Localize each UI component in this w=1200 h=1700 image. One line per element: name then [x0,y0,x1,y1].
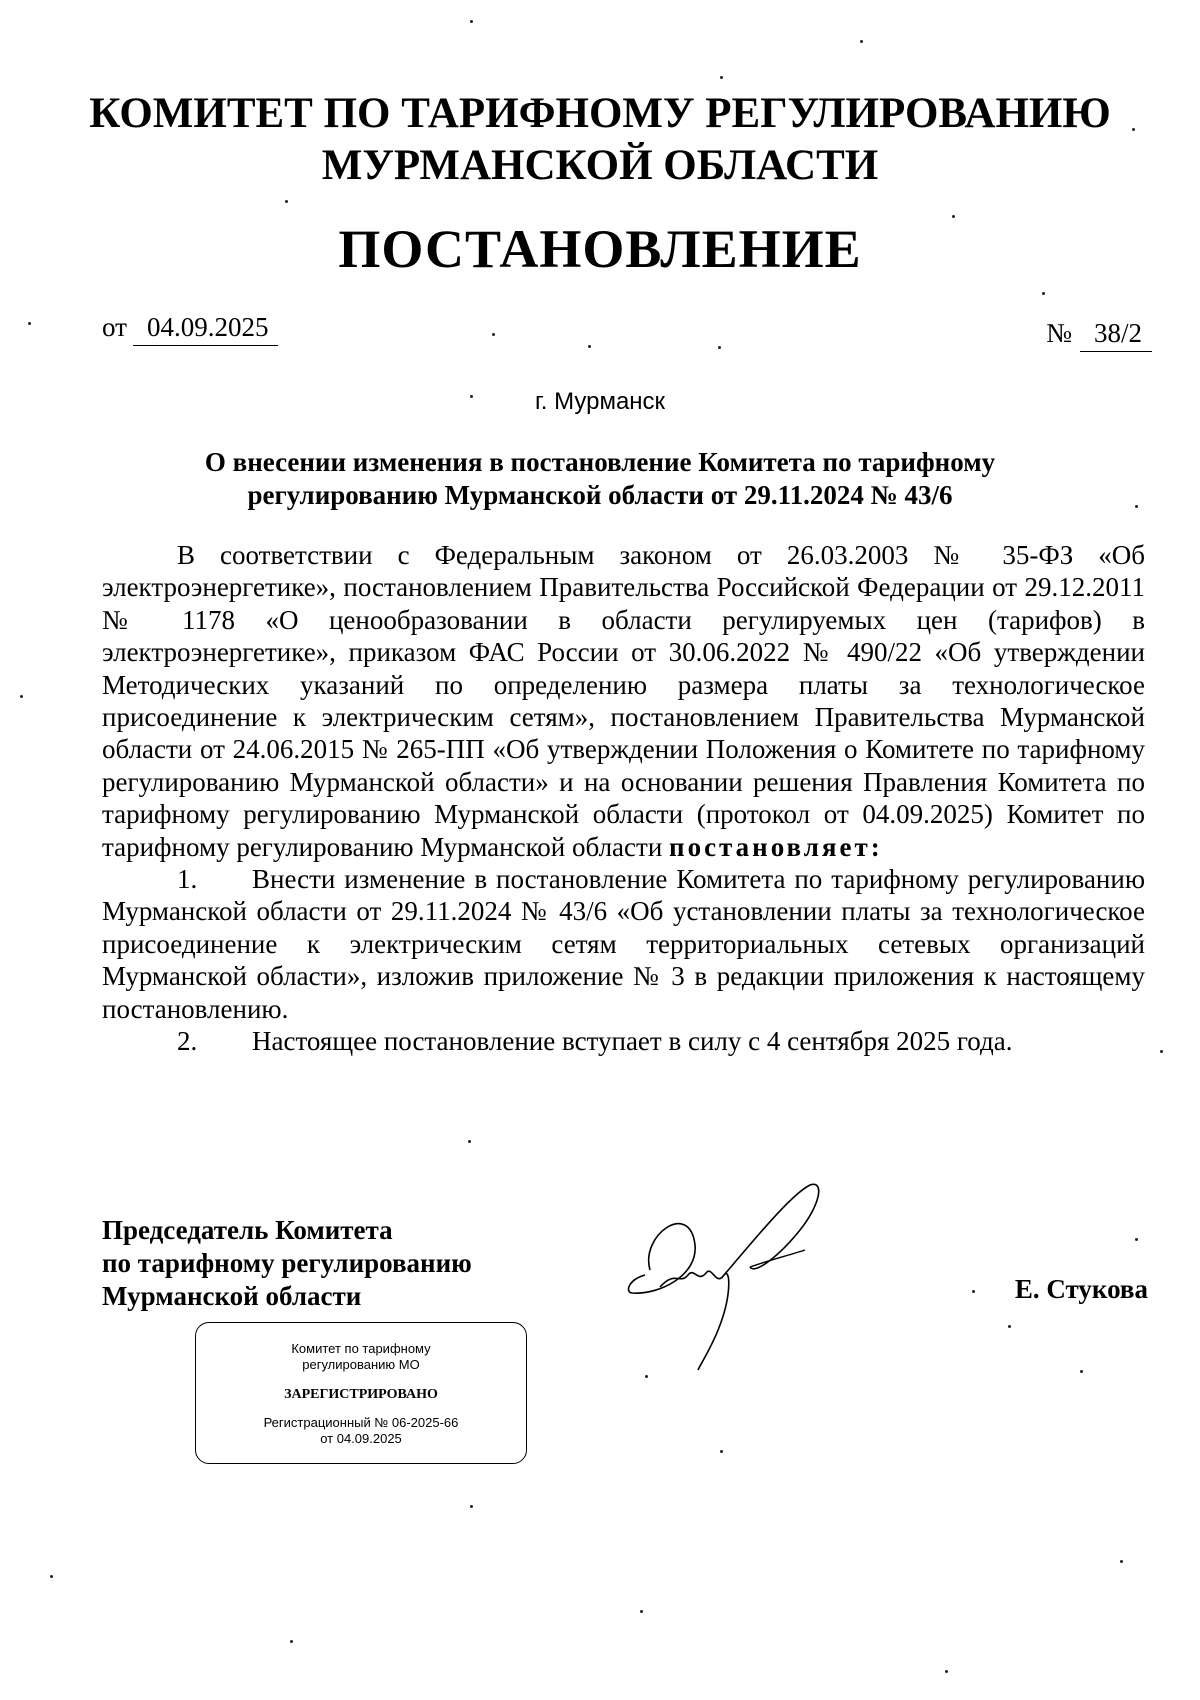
scan-speck [20,695,23,698]
date-prefix: от [102,312,127,342]
signer-name: Е. Стукова [1014,1274,1148,1304]
scan-speck [1135,505,1138,508]
scan-speck [1132,128,1135,131]
stamp-reg-number: Регистрационный № 06-2025-66 [263,1415,459,1430]
stamp-status: ЗАРЕГИСТРИРОВАНО [284,1387,438,1402]
item-text: Внести изменение в постановление Комитета по тарифному регулированию Мурманской области от 29.11.2024 № 43/6 «Об установлении платы за технологическое присоединение к электрическим сетям территориальных сетевых организаций Мурманской области», изложив приложение № 3 в редакции приложения к настоящему постановлению. [102,864,1145,1024]
item-text: Настоящее постановление вступает в силу с 4 сентября 2025 года. [252,1026,1013,1057]
scan-speck [945,1670,948,1673]
scan-speck [718,346,721,349]
scan-speck [290,1640,293,1643]
city: г. Мурманск [534,388,666,415]
scan-speck [285,200,288,203]
scan-speck [1135,1238,1138,1241]
number-value: 38/2 [1080,318,1152,352]
decree-word: постановляет [669,831,871,862]
signer-position [102,1214,472,1313]
document-date [102,312,278,346]
scan-speck [720,76,723,79]
list-item [102,863,1145,1025]
scan-speck [28,322,31,325]
scan-speck [492,333,495,336]
decree-colon: : [870,831,883,862]
item-number: 2. [177,1026,198,1057]
scan-speck [470,20,473,23]
scan-speck [972,1290,975,1293]
document-number [1046,318,1152,352]
scan-speck [1080,1370,1083,1373]
handwritten-signature [620,1175,860,1385]
scan-speck [640,1610,643,1613]
scan-speck [720,1450,723,1453]
scan-speck [588,345,591,348]
scan-speck [1008,1325,1011,1328]
scan-speck [470,395,473,398]
document-body [102,539,1145,1058]
signer-position-line-3: Мурманской области [102,1281,362,1311]
document-subject [150,446,1050,512]
signer-position-line-1: Председатель Комитета [102,1215,393,1245]
scan-speck [1042,292,1045,295]
subject-line-1: О внесении изменения в постановление Комитета по тарифному [204,447,996,477]
scan-speck [468,1140,471,1143]
number-prefix: № [1046,318,1072,348]
preamble-text: В соответствии с Федеральным законом от 26.03.2003 № 35-ФЗ «Об электроэнергетике», постановлением Правительства Российской Федерации от 29.12.2011 № 1178 «О ценообразовании в области регулируемых цен (тарифов) в электроэнергетике», приказом ФАС России от 30.06.2022 № 490/22 «Об утверждении Методических указаний по определению размера платы за технологическое присоединение к электрическим сетям», постановлением Правительства Мурманской области от 24.06.2015 № 265-ПП «Об утверждении Положения о Комитете по тарифному регулированию Мурманской области» и на основании решения Правления Комитета по тарифному регулированию Мурманской области (протокол от 04.09.2025) Комитет по тарифному регулированию Мурманской области [102,540,1145,862]
stamp-org-line-1: Комитет по тарифному [291,1341,431,1356]
item-number: 1. [177,864,198,895]
stamp-reg-date: от 04.09.2025 [320,1431,402,1446]
scan-speck [50,1575,53,1578]
preamble-paragraph [102,539,1145,863]
scan-speck [470,1505,473,1508]
scan-speck [1160,1050,1163,1053]
list-item [102,1025,1145,1057]
scan-speck [952,215,955,218]
registration-stamp [195,1322,527,1464]
document-type-title: ПОСТАНОВЛЕНИЕ [338,219,862,279]
stamp-org-line-2: регулированию МО [302,1357,420,1372]
scan-speck [1120,1560,1123,1563]
org-line-2: МУРМАНСКОЙ ОБЛАСТИ [321,142,879,189]
scan-speck [645,1375,648,1378]
date-value: 04.09.2025 [133,312,279,346]
scan-speck [860,40,863,43]
signer-position-line-2: по тарифному регулированию [102,1248,472,1278]
org-line-1: КОМИТЕТ ПО ТАРИФНОМУ РЕГУЛИРОВАНИЮ [89,90,1111,137]
subject-line-2: регулированию Мурманской области от 29.11.2024 № 43/6 [247,480,953,510]
issuing-authority [0,88,1200,192]
